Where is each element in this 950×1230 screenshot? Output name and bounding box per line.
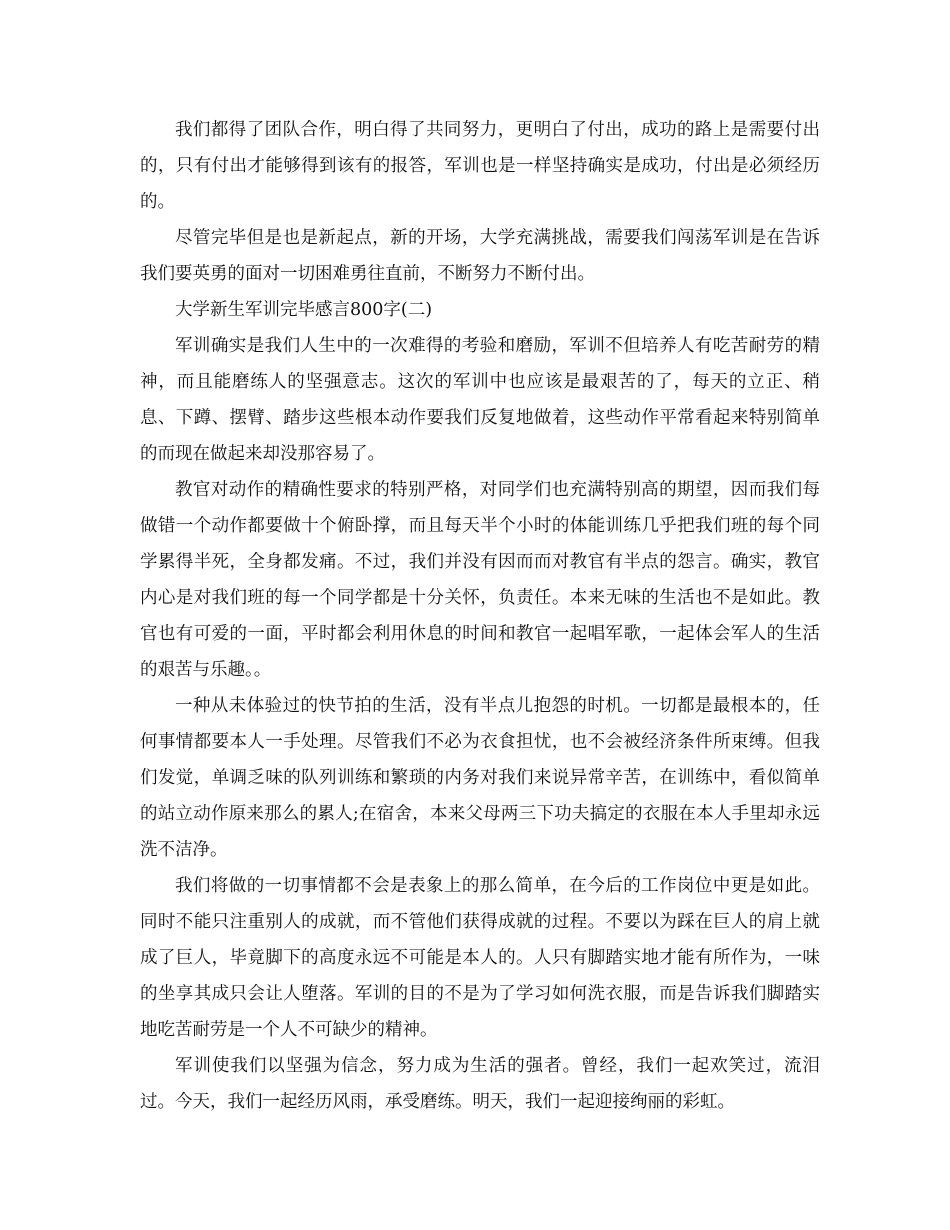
document-body bbox=[140, 112, 820, 1120]
paragraph-2: 尽管完毕但是也是新起点，新的开场，大学充满挑战，需要我们闯荡军训是在告诉我们要英勇的面对一切困难勇往直前，不断努力不断付出。 bbox=[140, 228, 820, 284]
paragraph-3: 军训确实是我们人生中的一次难得的考验和磨励，军训不但培养人有吃苦耐劳的精神，而且能磨练人的坚强意志。这次的军训中也应该是最艰苦的了，每天的立正、稍息、下蹲、摆臂、踏步这些根本动作要我们反复地做着，这些动作平常看起来特别简单的而现在做起来却没那容易了。 bbox=[140, 336, 820, 464]
paragraph-5: 一种从未体验过的快节拍的生活，没有半点儿抱怨的时机。一切都是最根本的，任何事情都要本人一手处理。尽管我们不必为衣食担忧，也不会被经济条件所束缚。但我们发觉，单调乏味的队列训练和繁琐的内务对我们来说异常辛苦，在训练中，看似简单的站立动作原来那么的累人;在宿舍，本来父母两三下功夫搞定的衣服在本人手里却永远洗不洁净。 bbox=[140, 696, 820, 860]
paragraph-7: 军训使我们以坚强为信念，努力成为生活的强者。曾经，我们一起欢笑过，流泪过。今天，我们一起经历风雨，承受磨练。明天，我们一起迎接绚丽的彩虹。 bbox=[140, 1056, 820, 1112]
paragraph-6: 我们将做的一切事情都不会是表象上的那么简单，在今后的工作岗位中更是如此。同时不能只注重别人的成就，而不管他们获得成就的过程。不要以为踩在巨人的肩上就成了巨人，毕竟脚下的高度永远不可能是本人的。人只有脚踏实地才能有所作为，一味的坐享其成只会让人堕落。军训的目的不是为了学习如何洗衣服，而是告诉我们脚踏实地吃苦耐劳是一个人不可缺少的精神。 bbox=[140, 876, 820, 1040]
paragraph-1: 我们都得了团队合作，明白得了共同努力，更明白了付出，成功的路上是需要付出的，只有付出才能够得到该有的报答，军训也是一样坚持确实是成功，付出是必须经历的。 bbox=[140, 120, 820, 212]
paragraph-4: 教官对动作的精确性要求的特别严格，对同学们也充满特别高的期望，因而我们每做错一个动作都要做十个俯卧撑，而且每天半个小时的体能训练几乎把我们班的每个同学累得半死，全身都发痛。不过，我们并没有因而而对教官有半点的怨言。确实，教官内心是对我们班的每一个同学都是十分关怀，负责任。本来无味的生活也不是如此。教官也有可爱的一面，平时都会利用休息的时间和教官一起唱军歌，一起体会军人的生活的艰苦与乐趣。。 bbox=[140, 480, 820, 680]
section-heading: 大学新生军训完毕感言800字(二) bbox=[175, 300, 433, 320]
